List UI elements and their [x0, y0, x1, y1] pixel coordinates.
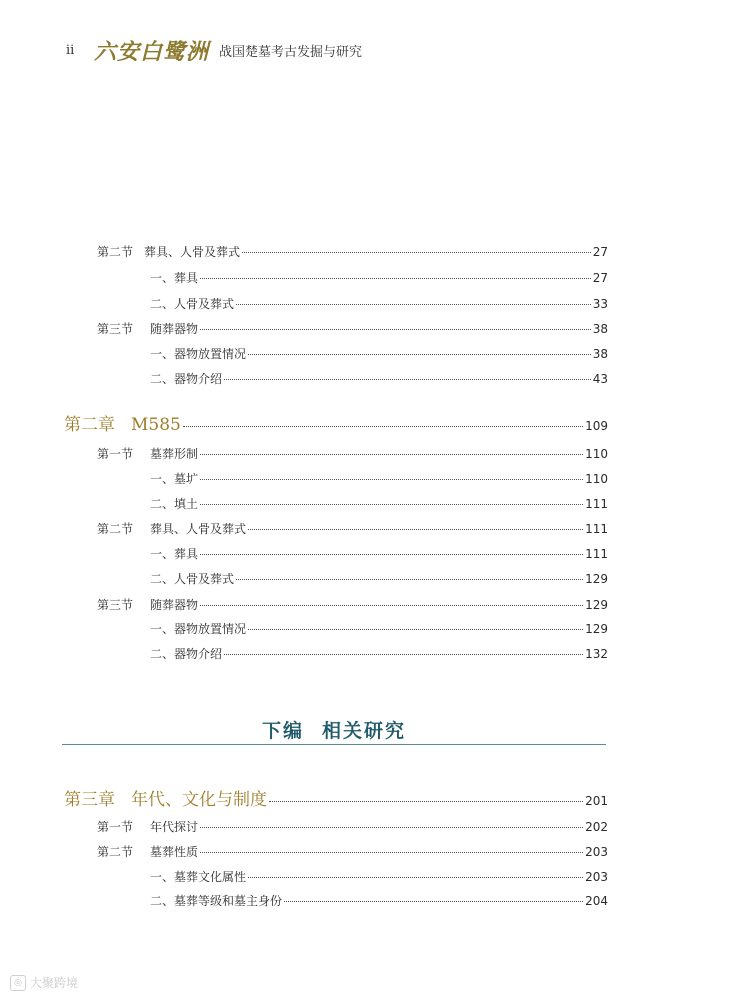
entry-page: 204 — [585, 894, 608, 908]
entry-page: 111 — [585, 522, 608, 536]
leader-dots — [236, 579, 583, 580]
toc-subsection[interactable] — [150, 295, 608, 312]
entry-title: 一、葬具 — [150, 547, 199, 561]
entry-title: 随葬器物 — [150, 322, 199, 336]
toc-section[interactable] — [97, 520, 608, 537]
toc-subsection[interactable] — [150, 620, 608, 637]
entry-page: 27 — [592, 245, 608, 259]
toc-subsection[interactable] — [150, 868, 608, 885]
part-subtitle: 相关研究 — [322, 720, 407, 742]
leader-dots — [224, 379, 591, 380]
toc-subsection[interactable] — [150, 570, 608, 587]
leader-dots — [200, 554, 583, 555]
leader-dots — [248, 877, 583, 878]
entry-page: 111 — [585, 547, 608, 561]
toc-subsection[interactable] — [150, 645, 608, 662]
entry-title: 年代探讨 — [150, 820, 199, 834]
toc-subsection[interactable] — [150, 269, 608, 286]
leader-dots — [200, 479, 583, 480]
watermark-text: 大聚跨境 — [30, 976, 79, 990]
entry-page: 129 — [585, 598, 608, 612]
leader-dots — [224, 654, 583, 655]
chapter-label: 第二章 — [64, 415, 115, 435]
toc-subsection[interactable] — [150, 470, 608, 487]
entry-title: 二、器物介绍 — [150, 372, 223, 386]
toc-section[interactable] — [97, 843, 608, 860]
entry-page: 110 — [585, 447, 608, 461]
section-label: 第二节 — [97, 845, 134, 859]
entry-title: 一、器物放置情况 — [150, 347, 247, 361]
chapter-label: 第三章 — [64, 790, 115, 810]
entry-title: 一、器物放置情况 — [150, 622, 247, 636]
leader-dots — [236, 304, 591, 305]
entry-page: 33 — [592, 297, 608, 311]
leader-dots — [248, 529, 583, 530]
entry-page: 38 — [592, 347, 608, 361]
entry-title: 二、填土 — [150, 497, 199, 511]
section-label: 第二节 — [97, 245, 134, 259]
chapter-title: M585 — [131, 415, 181, 435]
toc-chapter[interactable] — [64, 410, 608, 435]
entry-title: 二、人骨及葬式 — [150, 297, 235, 311]
part-heading — [62, 716, 606, 743]
entry-title: 一、葬具 — [150, 271, 199, 285]
entry-page: 38 — [592, 322, 608, 336]
leader-dots — [200, 278, 591, 279]
leader-dots — [248, 354, 591, 355]
entry-title: 二、人骨及葬式 — [150, 572, 235, 586]
entry-page: 27 — [592, 271, 608, 285]
entry-page: 43 — [592, 372, 608, 386]
section-label: 第一节 — [97, 820, 134, 834]
leader-dots — [200, 827, 583, 828]
entry-page: 111 — [585, 497, 608, 511]
leader-dots — [200, 852, 583, 853]
leader-dots — [269, 801, 583, 802]
entry-title: 一、墓葬文化属性 — [150, 870, 247, 884]
entry-page: 109 — [585, 419, 608, 433]
toc-subsection[interactable] — [150, 370, 608, 387]
toc-section[interactable] — [97, 445, 608, 462]
toc-section[interactable] — [97, 243, 608, 260]
entry-page: 132 — [585, 647, 608, 661]
section-label: 第二节 — [97, 522, 134, 536]
entry-page: 203 — [585, 870, 608, 884]
section-label: 第三节 — [97, 322, 134, 336]
book-title: 战国楚墓考古发掘与研究 — [219, 44, 363, 60]
entry-title: 二、墓葬等级和墓主身份 — [150, 894, 283, 908]
entry-title: 随葬器物 — [150, 598, 199, 612]
entry-title: 一、墓圹 — [150, 472, 199, 486]
leader-dots — [183, 426, 583, 427]
series-logo: 六安白鹭洲 — [94, 38, 210, 65]
toc-subsection[interactable] — [150, 892, 608, 909]
leader-dots — [284, 901, 583, 902]
entry-page: 110 — [585, 472, 608, 486]
entry-page: 202 — [585, 820, 608, 834]
toc-subsection[interactable] — [150, 545, 608, 562]
entry-title: 墓葬形制 — [150, 447, 199, 461]
part-divider — [62, 744, 606, 745]
watermark — [10, 974, 78, 991]
page-number: ii — [66, 42, 75, 58]
entry-page: 129 — [585, 622, 608, 636]
page-header — [66, 36, 362, 64]
leader-dots — [248, 629, 583, 630]
chapter-title: 年代、文化与制度 — [131, 790, 267, 810]
toc-chapter[interactable] — [64, 785, 608, 810]
toc-subsection[interactable] — [150, 495, 608, 512]
toc-section[interactable] — [97, 818, 608, 835]
section-label: 第一节 — [97, 447, 134, 461]
section-label: 第三节 — [97, 598, 134, 612]
leader-dots — [200, 454, 583, 455]
leader-dots — [200, 504, 583, 505]
toc-subsection[interactable] — [150, 345, 608, 362]
entry-title: 二、器物介绍 — [150, 647, 223, 661]
watermark-logo-icon: ◎ — [10, 975, 26, 991]
leader-dots — [200, 329, 591, 330]
toc-section[interactable] — [97, 320, 608, 337]
leader-dots — [200, 605, 583, 606]
leader-dots — [242, 252, 591, 253]
toc-section[interactable] — [97, 596, 608, 613]
entry-page: 129 — [585, 572, 608, 586]
entry-page: 201 — [585, 794, 608, 808]
entry-title: 葬具、人骨及葬式 — [144, 245, 241, 259]
entry-title: 墓葬性质 — [150, 845, 199, 859]
entry-title: 葬具、人骨及葬式 — [150, 522, 247, 536]
entry-page: 203 — [585, 845, 608, 859]
part-name: 下编 — [261, 720, 304, 742]
